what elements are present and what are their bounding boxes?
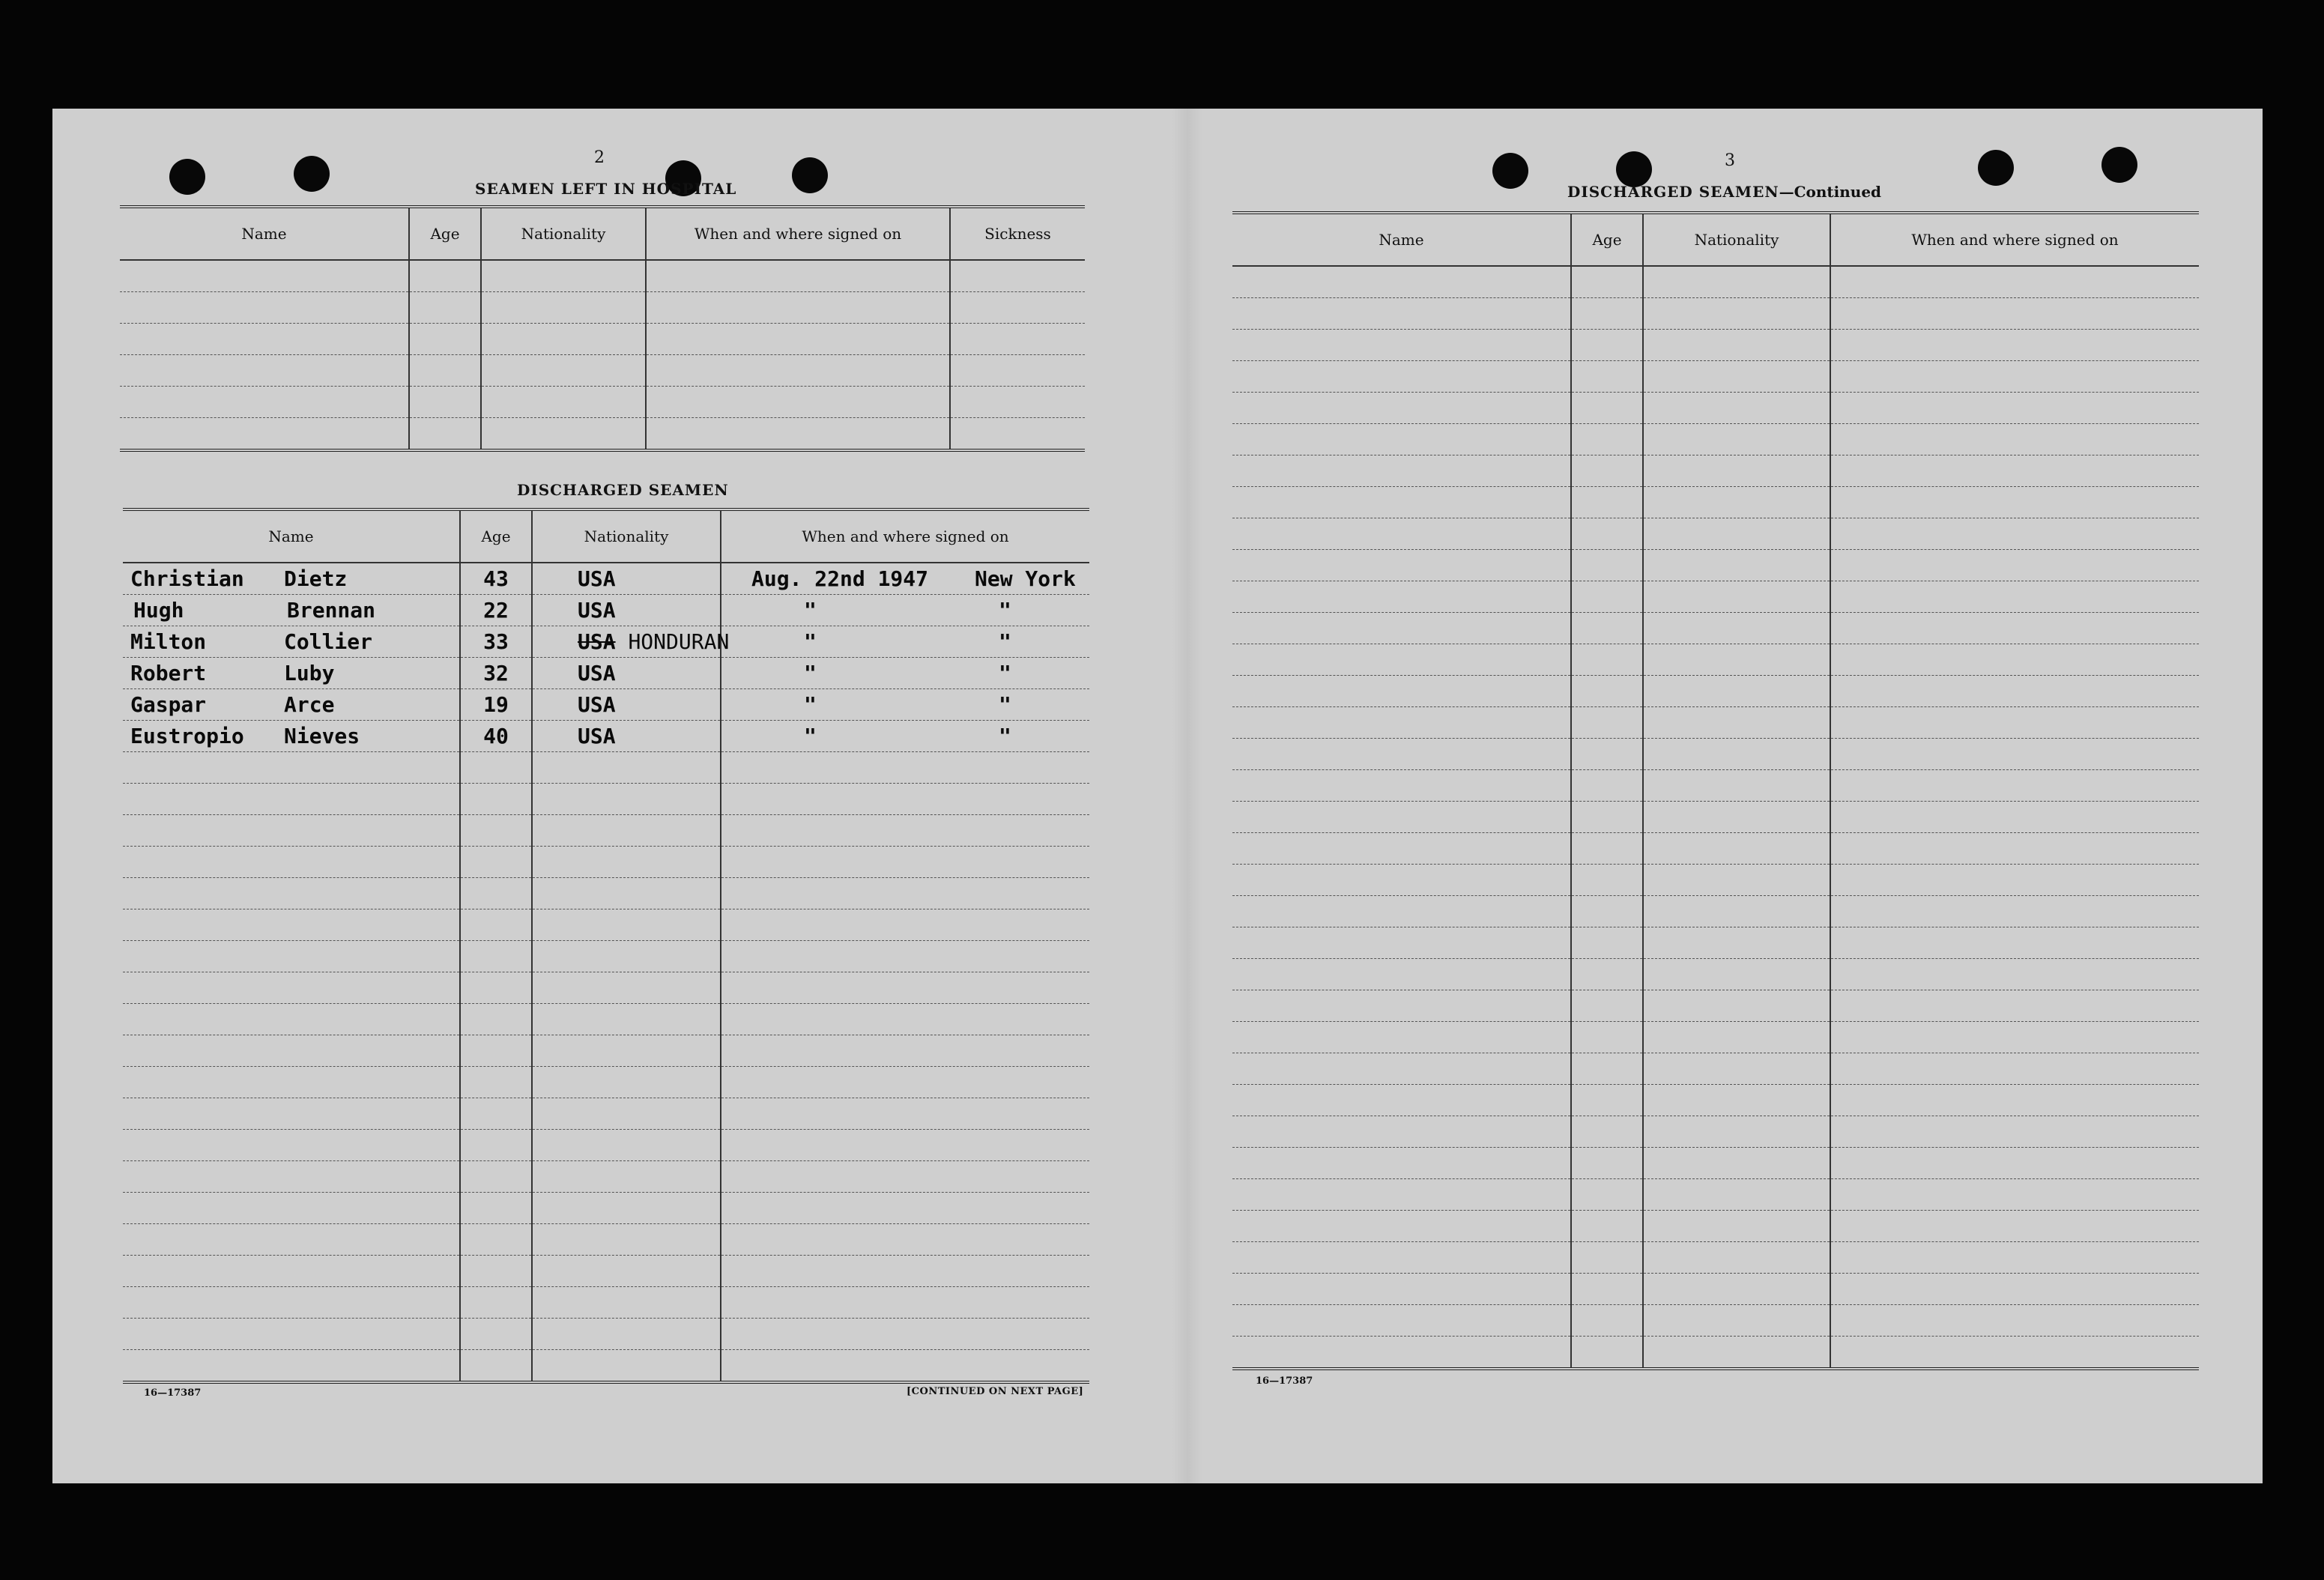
column-header: Nationality bbox=[1643, 213, 1830, 266]
last-name: Arce bbox=[284, 692, 335, 717]
first-name: Hugh bbox=[133, 598, 184, 623]
blank-row bbox=[1232, 613, 2199, 644]
first-name: Gaspar bbox=[130, 692, 207, 717]
punch-hole bbox=[1978, 150, 2014, 186]
blank-row bbox=[1232, 1179, 2199, 1211]
table-row bbox=[120, 324, 1085, 355]
table-row bbox=[120, 387, 1085, 418]
ditto-mark: " bbox=[999, 629, 1011, 654]
column-header: Age bbox=[1571, 213, 1643, 266]
blank-row bbox=[123, 1256, 1089, 1287]
table-row bbox=[123, 595, 1089, 626]
blank-row bbox=[123, 909, 1089, 941]
blank-row bbox=[123, 1287, 1089, 1319]
table-row bbox=[120, 260, 1085, 292]
nationality: HONDURAN bbox=[628, 629, 730, 654]
blank-row bbox=[1232, 1337, 2199, 1369]
last-name: Luby bbox=[284, 661, 335, 685]
table-row bbox=[120, 355, 1085, 387]
punch-hole bbox=[1616, 151, 1652, 187]
column-header: When and where signed on bbox=[646, 207, 950, 260]
blank-row bbox=[1232, 330, 2199, 361]
blank-row bbox=[123, 1004, 1089, 1035]
age: 33 bbox=[483, 629, 509, 654]
blank-row bbox=[1232, 865, 2199, 896]
blank-rows bbox=[1232, 266, 2199, 1369]
discharged-section-title: DISCHARGED SEAMEN bbox=[517, 481, 729, 499]
blank-row bbox=[1232, 1085, 2199, 1116]
discharged-continued-table bbox=[1232, 211, 2199, 1370]
blank-row bbox=[1232, 1211, 2199, 1242]
nationality: USA bbox=[578, 566, 616, 591]
last-name: Collier bbox=[284, 629, 373, 654]
form-code-right: 16—17387 bbox=[1256, 1375, 1313, 1387]
blank-rows bbox=[123, 752, 1089, 1383]
ditto-mark: " bbox=[999, 724, 1011, 748]
blank-row bbox=[123, 847, 1089, 878]
hospital-section-title: SEAMEN LEFT IN HOSPITAL bbox=[475, 180, 737, 198]
ditto-mark: " bbox=[999, 598, 1011, 623]
blank-row bbox=[123, 1161, 1089, 1193]
first-name: Eustropio bbox=[130, 724, 244, 748]
blank-row bbox=[1232, 361, 2199, 393]
age: 19 bbox=[483, 692, 509, 717]
blank-row bbox=[1232, 518, 2199, 550]
blank-row bbox=[1232, 644, 2199, 676]
signed-on-place: New York bbox=[975, 566, 1076, 591]
punch-hole bbox=[792, 157, 828, 193]
column-header: Nationality bbox=[532, 509, 721, 563]
punch-hole bbox=[2101, 147, 2137, 183]
blank-row bbox=[123, 941, 1089, 972]
first-name: Christian bbox=[130, 566, 244, 591]
nationality: USA bbox=[578, 661, 616, 685]
blank-row bbox=[1232, 393, 2199, 424]
blank-row bbox=[1232, 581, 2199, 613]
blank-row bbox=[1232, 1022, 2199, 1053]
last-name: Dietz bbox=[284, 566, 348, 591]
last-name: Brennan bbox=[287, 598, 376, 623]
table-row bbox=[123, 658, 1089, 689]
blank-row bbox=[1232, 707, 2199, 739]
blank-row bbox=[1232, 455, 2199, 487]
age: 22 bbox=[483, 598, 509, 623]
column-header: Name bbox=[1232, 213, 1571, 266]
blank-row bbox=[123, 1319, 1089, 1350]
blank-row bbox=[123, 1067, 1089, 1098]
blank-row bbox=[1232, 424, 2199, 455]
blank-row bbox=[123, 878, 1089, 909]
blank-row bbox=[123, 815, 1089, 847]
age: 43 bbox=[483, 566, 509, 591]
blank-row bbox=[1232, 1053, 2199, 1085]
column-header: When and where signed on bbox=[1830, 213, 2199, 266]
nationality: USA bbox=[578, 692, 616, 717]
page-number-right: 3 bbox=[1725, 151, 1735, 170]
ditto-mark: " bbox=[804, 692, 817, 717]
ditto-mark: " bbox=[804, 629, 817, 654]
hospital-table bbox=[120, 205, 1085, 452]
blank-row bbox=[1232, 1305, 2199, 1337]
column-header: Age bbox=[409, 207, 481, 260]
first-name: Robert bbox=[130, 661, 207, 685]
ditto-mark: " bbox=[999, 692, 1011, 717]
table-row bbox=[120, 418, 1085, 451]
page-number-left: 2 bbox=[594, 148, 605, 167]
ditto-mark: " bbox=[804, 724, 817, 748]
blank-row bbox=[1232, 1148, 2199, 1179]
blank-row bbox=[1232, 770, 2199, 802]
column-header: Age bbox=[460, 509, 532, 563]
blank-row bbox=[1232, 1116, 2199, 1148]
blank-row bbox=[123, 1350, 1089, 1383]
blank-row bbox=[1232, 739, 2199, 770]
age: 32 bbox=[483, 661, 509, 685]
struck-nationality: USA bbox=[578, 629, 616, 654]
form-code-left: 16—17387 bbox=[144, 1387, 202, 1399]
blank-row bbox=[1232, 487, 2199, 518]
blank-row bbox=[123, 1130, 1089, 1161]
blank-row bbox=[123, 1098, 1089, 1130]
section-title-text: DISCHARGED SEAMEN bbox=[1567, 183, 1779, 201]
first-name: Milton bbox=[130, 629, 207, 654]
nationality: USA bbox=[578, 724, 616, 748]
table-row bbox=[123, 626, 1089, 658]
table-row bbox=[120, 292, 1085, 324]
blank-row bbox=[1232, 959, 2199, 990]
blank-row bbox=[1232, 896, 2199, 927]
blank-row bbox=[1232, 266, 2199, 298]
blank-row bbox=[1232, 1242, 2199, 1274]
blank-row bbox=[1232, 676, 2199, 707]
page-fold bbox=[1172, 109, 1202, 1483]
continued-note: [CONTINUED ON NEXT PAGE] bbox=[907, 1386, 1084, 1397]
column-header: Sickness bbox=[950, 207, 1085, 260]
column-header: Name bbox=[120, 207, 409, 260]
punch-hole bbox=[169, 159, 205, 195]
ditto-mark: " bbox=[804, 661, 817, 685]
ditto-mark: " bbox=[804, 598, 817, 623]
column-header: Name bbox=[123, 509, 460, 563]
blank-row bbox=[1232, 802, 2199, 833]
blank-row bbox=[123, 1035, 1089, 1067]
blank-row bbox=[1232, 927, 2199, 959]
blank-row bbox=[1232, 298, 2199, 330]
age: 40 bbox=[483, 724, 509, 748]
table-row bbox=[123, 689, 1089, 721]
blank-row bbox=[1232, 1274, 2199, 1305]
blank-row bbox=[123, 784, 1089, 815]
signed-on-date: Aug. 22nd 1947 bbox=[751, 566, 929, 591]
blank-row bbox=[1232, 990, 2199, 1022]
table-row bbox=[123, 721, 1089, 752]
discharged-table bbox=[123, 508, 1089, 1384]
column-header: Nationality bbox=[481, 207, 646, 260]
nationality: USA bbox=[578, 598, 616, 623]
punch-hole bbox=[1492, 153, 1528, 189]
ditto-mark: " bbox=[999, 661, 1011, 685]
section-title-suffix: —Continued bbox=[1779, 183, 1882, 201]
last-name: Nieves bbox=[284, 724, 360, 748]
blank-row bbox=[123, 752, 1089, 784]
blank-row bbox=[123, 1193, 1089, 1224]
blank-row bbox=[123, 972, 1089, 1004]
blank-row bbox=[1232, 550, 2199, 581]
blank-row bbox=[123, 1224, 1089, 1256]
table-row bbox=[123, 563, 1089, 595]
blank-row bbox=[1232, 833, 2199, 865]
discharged-continued-title bbox=[1567, 183, 1881, 201]
punch-hole bbox=[294, 156, 330, 192]
column-header: When and where signed on bbox=[721, 509, 1089, 563]
